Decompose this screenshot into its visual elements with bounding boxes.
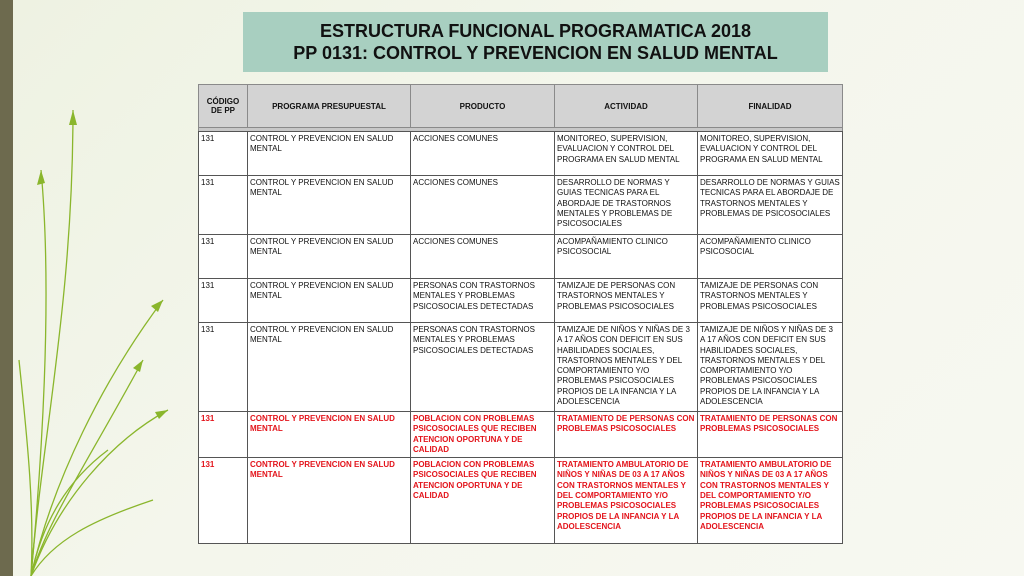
cell-codigo: 131	[199, 132, 248, 176]
cell-actividad: DESARROLLO DE NORMAS Y GUIAS TECNICAS PARA EL ABORDAJE DE TRASTORNOS MENTALES Y PROBLEMAS DE PSICOSOCIALES	[555, 176, 698, 235]
cell-codigo: 131	[199, 235, 248, 279]
cell-actividad: TAMIZAJE DE NIÑOS Y NIÑAS DE 3 A 17 AÑOS CON DEFICIT EN SUS HABILIDADES SOCIALES, TRASTORNOS MENTALES Y DEL COMPORTAMIENTO Y/O PROBLEMAS PSICOSOCIALES PROPIOS DE LA INFANCIA Y LA ADOLESCENCIA	[555, 323, 698, 412]
cell-actividad: MONITOREO, SUPERVISION, EVALUACION Y CONTROL DEL PROGRAMA EN SALUD MENTAL	[555, 132, 698, 176]
cell-producto: POBLACION CON PROBLEMAS PSICOSOCIALES QUE RECIBEN ATENCION OPORTUNA Y DE CALIDAD	[411, 458, 555, 544]
cell-finalidad: TAMIZAJE DE NIÑOS Y NIÑAS DE 3 A 17 AÑOS CON DEFICIT EN SUS HABILIDADES SOCIALES, TRASTORNOS MENTALES Y DEL COMPORTAMIENTO Y/O PROBLEMAS PSICOSOCIALES PROPIOS DE LA INFANCIA Y LA ADOLESCENCIA	[698, 323, 843, 412]
cell-producto: ACCIONES COMUNES	[411, 235, 555, 279]
cell-producto: PERSONAS CON TRASTORNOS MENTALES Y PROBLEMAS PSICOSOCIALES DETECTADAS	[411, 279, 555, 323]
page-title: ESTRUCTURA FUNCIONAL PROGRAMATICA 2018	[319, 21, 752, 41]
cell-programa: CONTROL Y PREVENCION EN SALUD MENTAL	[248, 458, 411, 544]
cell-producto: POBLACION CON PROBLEMAS PSICOSOCIALES QUE RECIBEN ATENCION OPORTUNA Y DE CALIDAD	[411, 412, 555, 458]
table-row-highlighted	[199, 412, 843, 458]
table-row	[199, 132, 843, 176]
cell-finalidad: MONITOREO, SUPERVISION, EVALUACION Y CONTROL DEL PROGRAMA EN SALUD MENTAL	[698, 132, 843, 176]
title-banner	[243, 12, 828, 72]
cell-finalidad: DESARROLLO DE NORMAS Y GUIAS TECNICAS PARA EL ABORDAJE DE TRASTORNOS MENTALES Y PROBLEMAS DE PSICOSOCIALES	[698, 176, 843, 235]
table-row	[199, 323, 843, 412]
cell-programa: CONTROL Y PREVENCION EN SALUD MENTAL	[248, 132, 411, 176]
table-header-row	[199, 85, 843, 128]
column-header-producto: PRODUCTO	[411, 85, 555, 128]
cell-programa: CONTROL Y PREVENCION EN SALUD MENTAL	[248, 279, 411, 323]
column-header-actividad: ACTIVIDAD	[555, 85, 698, 128]
cell-finalidad: TRATAMIENTO DE PERSONAS CON PROBLEMAS PSICOSOCIALES	[698, 412, 843, 458]
column-header-programa: PROGRAMA PRESUPUESTAL	[248, 85, 411, 128]
cell-actividad: ACOMPAÑAMIENTO CLINICO PSICOSOCIAL	[555, 235, 698, 279]
cell-codigo: 131	[199, 323, 248, 412]
cell-finalidad: TRATAMIENTO AMBULATORIO DE NIÑOS Y NIÑAS DE 03 A 17 AÑOS CON TRASTORNOS MENTALES Y DEL COMPORTAMIENTO Y/O PROBLEMAS PSICOSOCIALES PROPIOS DE LA INFANCIA Y LA ADOLESCENCIA	[698, 458, 843, 544]
cell-producto: ACCIONES COMUNES	[411, 176, 555, 235]
left-accent-bar	[0, 0, 13, 576]
table-row	[199, 176, 843, 235]
leaf-decoration-icon	[13, 0, 173, 576]
cell-actividad: TRATAMIENTO DE PERSONAS CON PROBLEMAS PSICOSOCIALES	[555, 412, 698, 458]
table-row-highlighted	[199, 458, 843, 544]
column-header-codigo: CÓDIGO DE PP	[199, 85, 248, 128]
cell-actividad: TRATAMIENTO AMBULATORIO DE NIÑOS Y NIÑAS DE 03 A 17 AÑOS CON TRASTORNOS MENTALES Y DEL COMPORTAMIENTO Y/O PROBLEMAS PSICOSOCIALES PROPIOS DE LA INFANCIA Y LA ADOLESCENCIA	[555, 458, 698, 544]
cell-finalidad: TAMIZAJE DE PERSONAS CON TRASTORNOS MENTALES Y PROBLEMAS PSICOSOCIALES	[698, 279, 843, 323]
table-row	[199, 279, 843, 323]
cell-programa: CONTROL Y PREVENCION EN SALUD MENTAL	[248, 176, 411, 235]
column-header-finalidad: FINALIDAD	[698, 85, 843, 128]
program-structure-table-container	[198, 84, 842, 540]
page-subtitle: PP 0131: CONTROL Y PREVENCION EN SALUD MENTAL	[293, 43, 778, 63]
cell-codigo: 131	[199, 412, 248, 458]
cell-programa: CONTROL Y PREVENCION EN SALUD MENTAL	[248, 323, 411, 412]
cell-actividad: TAMIZAJE DE PERSONAS CON TRASTORNOS MENTALES Y PROBLEMAS PSICOSOCIALES	[555, 279, 698, 323]
cell-codigo: 131	[199, 176, 248, 235]
program-structure-table	[198, 84, 843, 544]
cell-codigo: 131	[199, 279, 248, 323]
cell-programa: CONTROL Y PREVENCION EN SALUD MENTAL	[248, 235, 411, 279]
table-row	[199, 235, 843, 279]
cell-finalidad: ACOMPAÑAMIENTO CLINICO PSICOSOCIAL	[698, 235, 843, 279]
cell-producto: ACCIONES COMUNES	[411, 132, 555, 176]
cell-codigo: 131	[199, 458, 248, 544]
cell-producto: PERSONAS CON TRASTORNOS MENTALES Y PROBLEMAS PSICOSOCIALES DETECTADAS	[411, 323, 555, 412]
cell-programa: CONTROL Y PREVENCION EN SALUD MENTAL	[248, 412, 411, 458]
